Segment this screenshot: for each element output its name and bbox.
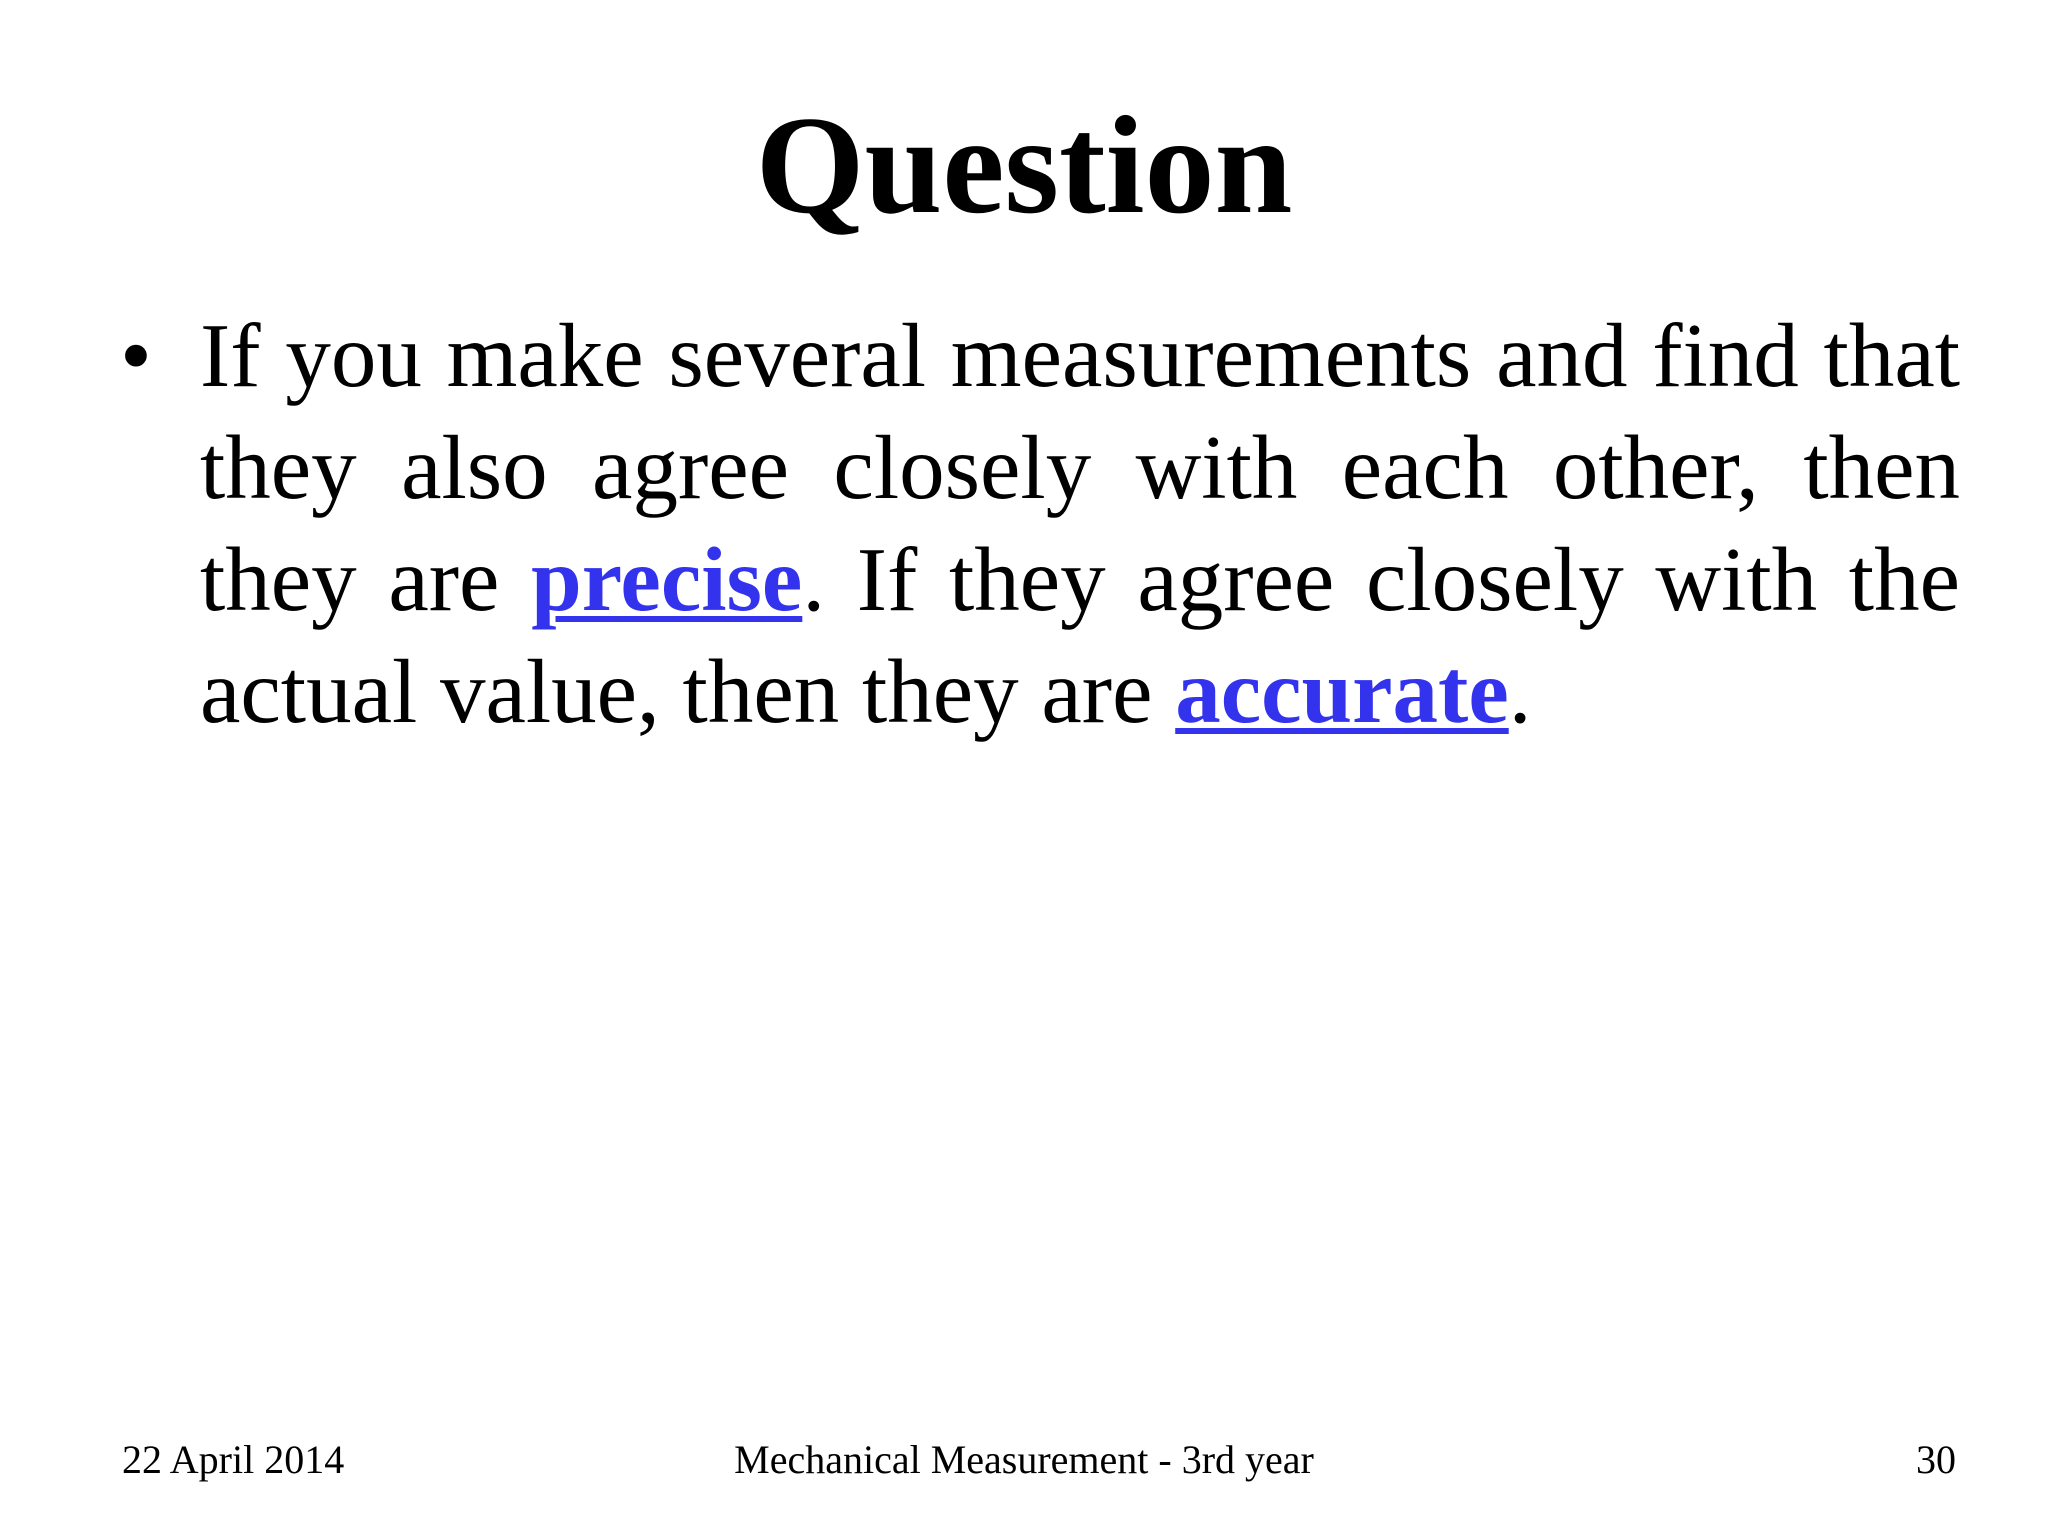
- bullet-text-part-3: .: [1508, 641, 1532, 742]
- term-precise: precise: [531, 529, 803, 630]
- footer-page-number: 30: [1916, 1437, 1956, 1482]
- slide-title: Question: [755, 88, 1293, 243]
- bullet-item: [120, 300, 1960, 748]
- footer-date: 22 April 2014: [122, 1437, 345, 1482]
- bullet-icon: •: [120, 305, 152, 406]
- bullet-text-part-2: . If they agree closely with the actual value, then they are: [200, 529, 1960, 742]
- slide-body: [120, 300, 1960, 748]
- term-accurate: accurate: [1175, 641, 1509, 742]
- bullet-text-part-1: If you make several measurements and find that they also agree closely with each other, then they are: [200, 305, 1960, 630]
- footer-course-title: Mechanical Measurement - 3rd year: [734, 1437, 1314, 1482]
